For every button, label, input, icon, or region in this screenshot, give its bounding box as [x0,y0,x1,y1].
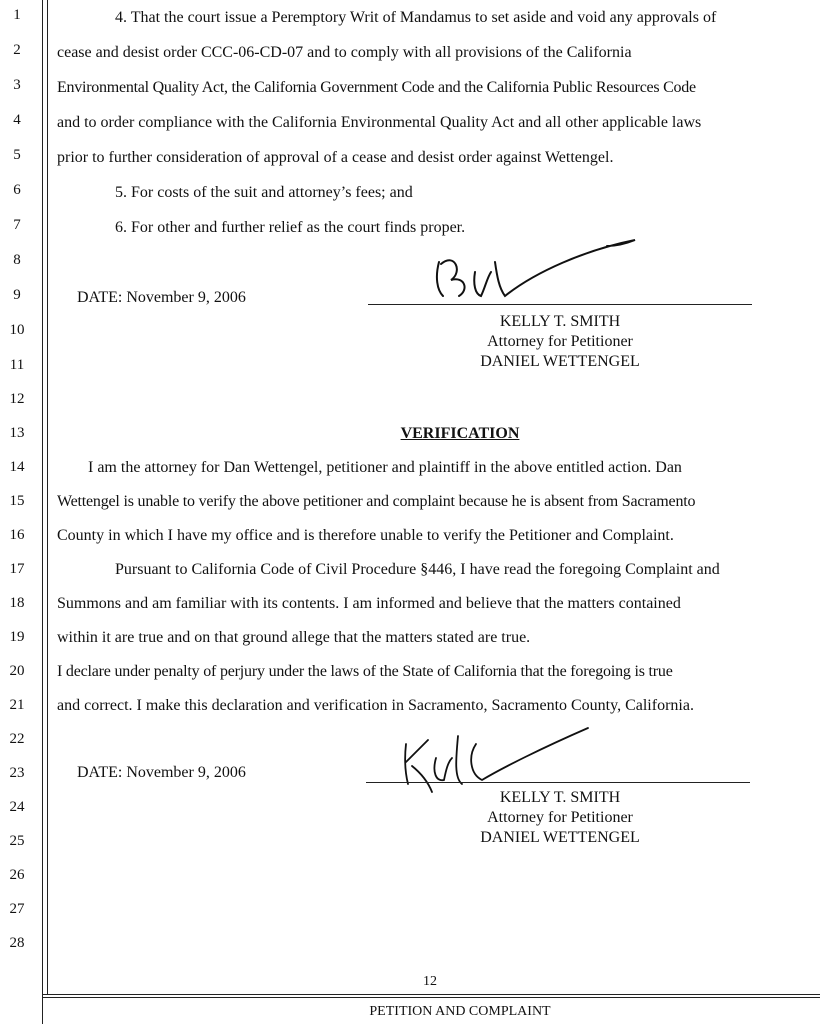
signer-role: Attorney for Petitioner [487,333,633,350]
line-number: 15 [9,493,25,509]
left-margin-rule [42,0,43,1024]
signer-name: KELLY T. SMITH [499,789,621,806]
line-number: 14 [9,459,25,475]
line-number: 23 [9,765,25,781]
signer-name: KELLY T. SMITH [499,313,621,330]
verification-heading: VERIFICATION [400,425,520,442]
prayer-item-6: 6. For other and further relief as the court finds proper. [115,219,466,236]
line-number: 10 [9,322,25,338]
line-number: 17 [9,561,25,577]
line-number: 9 [13,287,21,303]
line-number: 13 [9,425,25,441]
footer-rule [42,994,820,995]
body-line: I declare under penalty of perjury under the laws of the State of California that the foregoing is true [57,663,673,680]
line-number: 1 [13,7,21,23]
body-line: within it are true and on that ground allege that the matters stated are true. [57,629,531,646]
prayer-item-5: 5. For costs of the suit and attorney’s fees; and [115,184,413,201]
date-line: DATE: November 9, 2006 [77,289,246,306]
handwritten-signature-1 [425,232,645,302]
body-line: and to order compliance with the California Environmental Quality Act and all other applicable laws [57,114,702,131]
body-line: I am the attorney for Dan Wettengel, petitioner and plaintiff in the above entitled action. Dan [88,459,682,476]
footer-title: PETITION AND COMPLAINT [369,1004,551,1019]
line-number: 21 [9,697,25,713]
line-number: 24 [9,799,25,815]
line-number: 20 [9,663,25,679]
body-line: Pursuant to California Code of Civil Procedure §446, I have read the foregoing Complaint and [115,561,720,578]
body-line: Summons and am familiar with its contents. I am informed and believe that the matters contained [57,595,681,612]
body-line: County in which I have my office and is therefore unable to verify the Petitioner and Complaint. [57,527,674,544]
client-name: DANIEL WETTENGEL [480,353,640,370]
line-number: 8 [13,252,21,268]
line-number: 27 [9,901,25,917]
client-name: DANIEL WETTENGEL [480,829,640,846]
line-number: 22 [9,731,25,747]
body-line: Environmental Quality Act, the California Government Code and the California Public Resources Code [57,79,696,96]
body-line: cease and desist order CCC-06-CD-07 and to comply with all provisions of the California [57,44,632,61]
line-number: 4 [13,112,21,128]
line-number: 11 [9,357,25,373]
line-number: 12 [9,391,25,407]
footer-rule-double [42,997,820,998]
signer-role: Attorney for Petitioner [487,809,633,826]
date-line: DATE: November 9, 2006 [77,764,246,781]
signature-line [368,304,752,305]
body-line: and correct. I make this declaration and verification in Sacramento, Sacramento County, California. [57,697,694,714]
line-number: 28 [9,935,25,951]
body-line: Wettengel is unable to verify the above petitioner and complaint because he is absent from Sacramento [57,493,696,510]
line-number: 18 [9,595,25,611]
line-number: 7 [13,217,21,233]
line-number: 26 [9,867,25,883]
line-number: 3 [13,77,21,93]
page-number: 12 [423,974,437,989]
prayer-item-4: 4. That the court issue a Peremptory Writ of Mandamus to set aside and void any approvals of [115,9,717,26]
line-number: 25 [9,833,25,849]
left-margin-rule-inner [47,0,48,994]
line-number: 5 [13,147,21,163]
line-number: 2 [13,42,21,58]
line-number: 6 [13,182,21,198]
line-number: 19 [9,629,25,645]
line-number: 16 [9,527,25,543]
body-line: prior to further consideration of approval of a cease and desist order against Wettengel. [57,149,614,166]
signature-line [366,782,750,783]
